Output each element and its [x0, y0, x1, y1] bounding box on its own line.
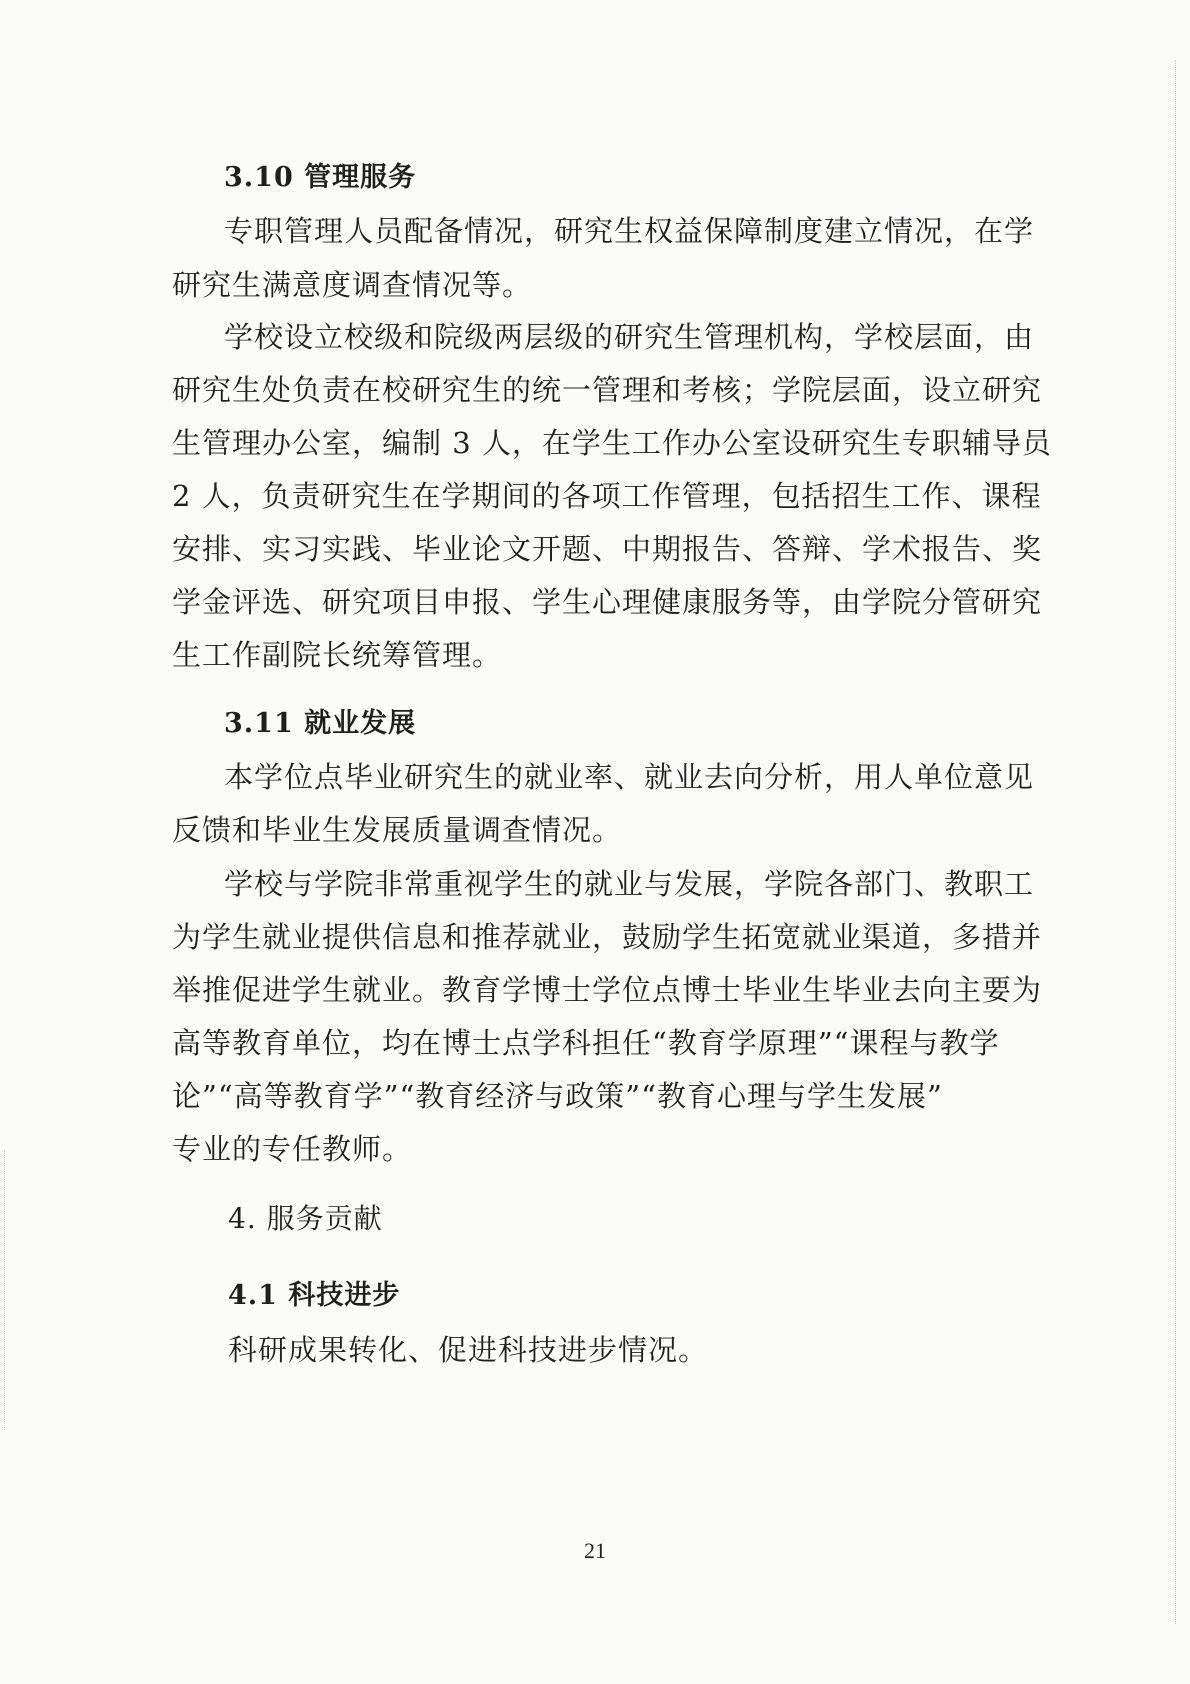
- section-3-10-body-line-2: 研究生处负责在校研究生的统一管理和考核；学院层面，设立研究: [172, 373, 1043, 407]
- section-3-11-body-line-3: 举推促进学生就业。教育学博士学位点博士毕业生毕业去向主要为: [172, 973, 1043, 1007]
- section-3-11-body-line-5: 论”“高等教育学”“教育经济与政策”“教育心理与学生发展”: [172, 1079, 943, 1113]
- section-3-10-body-line-3: 生管理办公室，编制 3 人，在学生工作办公室设研究生专职辅导员: [172, 426, 1052, 460]
- scan-edge-left: [4, 1150, 5, 1430]
- section-3-11-body-line-6: 专业的专任教师。: [172, 1132, 413, 1166]
- section-4-heading: 4. 服务贡献: [228, 1202, 383, 1235]
- section-3-10-body-line-1: 学校设立校级和院级两层级的研究生管理机构，学校层面，由: [224, 320, 1035, 354]
- section-3-11-body-line-1: 学校与学院非常重视学生的就业与发展，学院各部门、教职工: [224, 867, 1035, 901]
- section-3-10-body-line-6: 学金评选、研究项目申报、学生心理健康服务等，由学院分管研究: [172, 585, 1043, 619]
- section-3-10-prompt-line-2: 研究生满意度调查情况等。: [172, 268, 533, 302]
- section-3-10-body-line-4: 2 人，负责研究生在学期间的各项工作管理，包括招生工作、课程: [172, 479, 1042, 513]
- section-3-10-prompt-line-1: 专职管理人员配备情况，研究生权益保障制度建立情况，在学: [224, 214, 1035, 248]
- section-3-10-heading: 3.10 管理服务: [224, 162, 417, 193]
- scan-edge-right: [1175, 60, 1176, 1624]
- page-number: 21: [584, 1538, 606, 1563]
- section-4-1-heading: 4.1 科技进步: [228, 1280, 401, 1311]
- section-4-1-prompt: 科研成果转化、促进科技进步情况。: [228, 1333, 709, 1367]
- section-3-10-body-line-5: 安排、实习实践、毕业论文开题、中期报告、答辩、学术报告、奖: [172, 532, 1043, 566]
- section-3-11-body-line-4: 高等教育单位，均在博士点学科担任“教育学原理”“课程与教学: [172, 1026, 1000, 1060]
- section-3-11-body-line-2: 为学生就业提供信息和推荐就业，鼓励学生拓宽就业渠道，多措并: [172, 920, 1043, 954]
- section-3-11-prompt-line-1: 本学位点毕业研究生的就业率、就业去向分析，用人单位意见: [224, 760, 1035, 794]
- section-3-11-prompt-line-2: 反馈和毕业生发展质量调查情况。: [172, 813, 623, 847]
- section-3-10-body-line-7: 生工作副院长统筹管理。: [172, 638, 503, 672]
- section-3-11-heading: 3.11 就业发展: [224, 708, 417, 739]
